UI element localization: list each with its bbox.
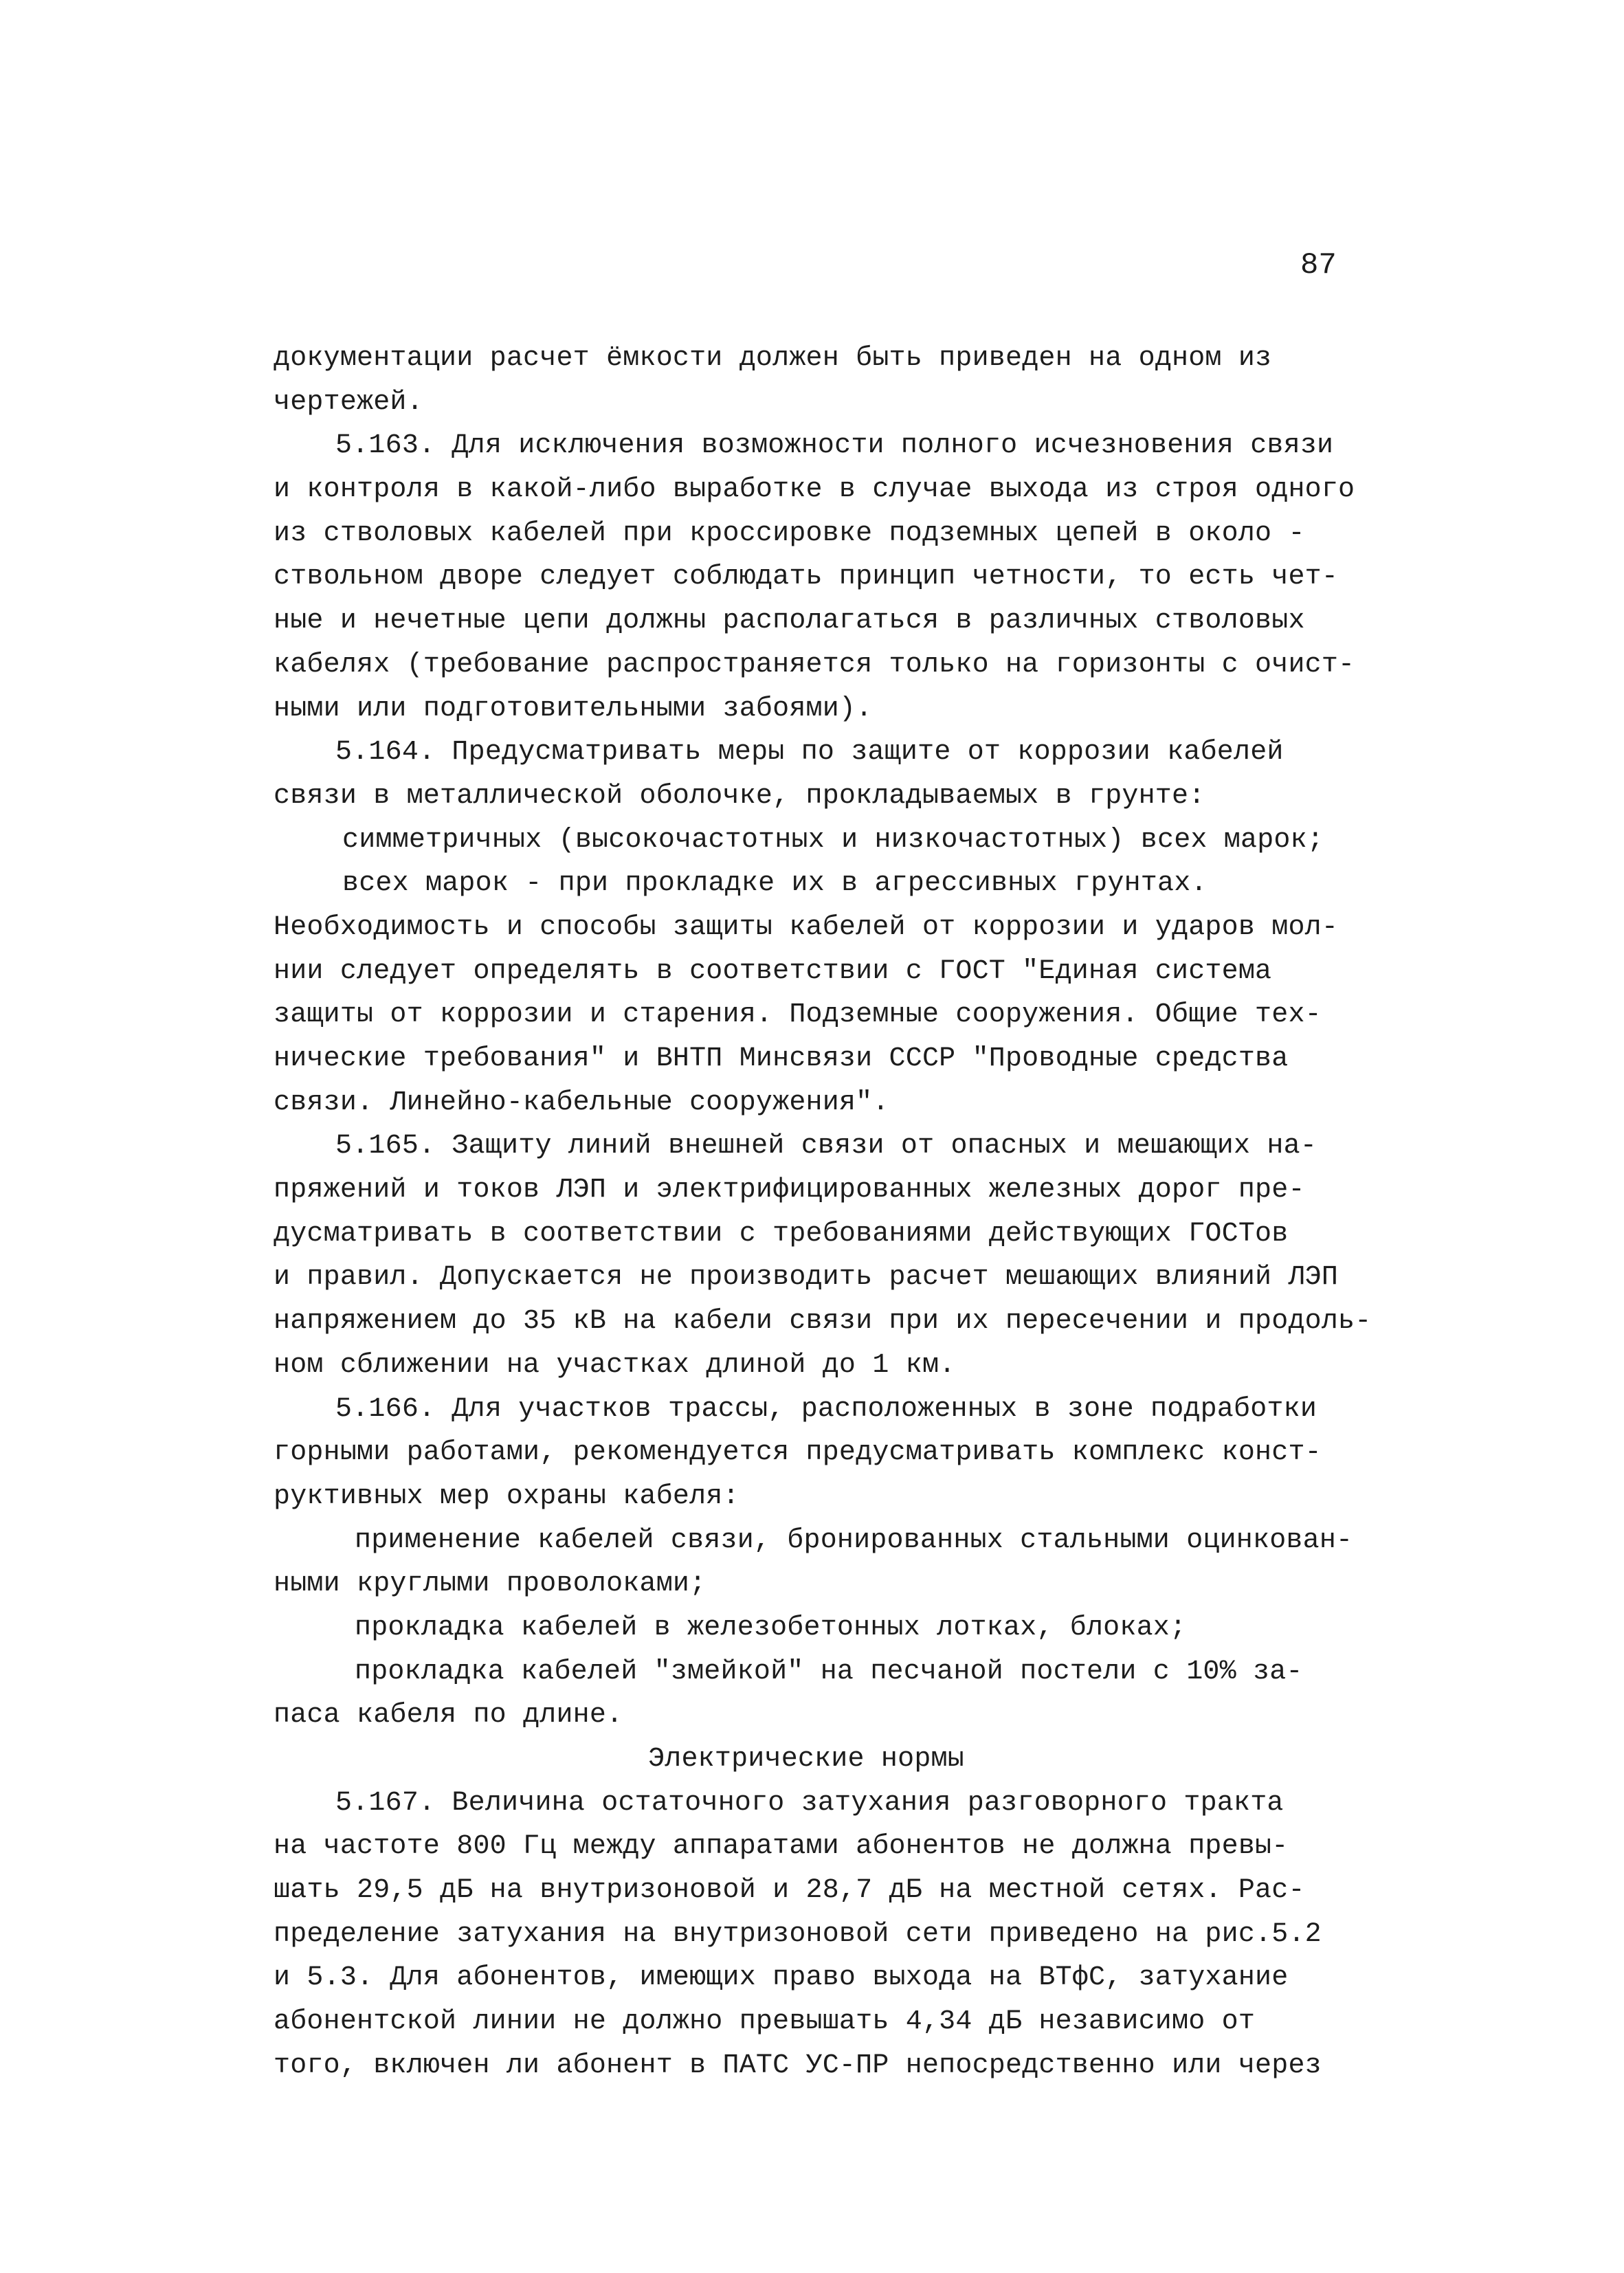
text-line: пряжений и токов ЛЭП и электрифицированных железных дорог пре- [274,1175,1305,1206]
text-line: на частоте 800 Гц между аппаратами абонентов не должна превы- [274,1831,1289,1863]
text-line: ные и нечетные цепи должны располагаться в различных стволовых [274,606,1305,637]
text-line: напряжением до 35 кВ на кабели связи при их пересечении и продоль- [274,1306,1372,1338]
text-line: руктивных мер охраны кабеля: [274,1481,739,1512]
paragraph-5-163-start: 5.163. Для исключения возможности полного исчезновения связи [335,430,1334,462]
text-line: и контроля в какой-либо выработке в случае выхода из строя одного [274,474,1355,506]
list-item: прокладка кабелей в железобетонных лотках, блоках; [355,1612,1187,1643]
text-line: и правил. Допускается не производить расчет мешающих влияний ЛЭП [274,1262,1339,1294]
text-line: шать 29,5 дБ на внутризоновой и 28,7 дБ на местной сетях. Рас- [274,1875,1305,1907]
text-line: абонентской линии не должно превышать 4,34 дБ независимо от [274,2006,1256,2038]
text-line: ном сближении на участках длиной до 1 км. [274,1349,956,1381]
list-item: симметричных (высокочастотных и низкочастотных) всех марок; [342,824,1324,856]
text-line: и 5.3. Для абонентов, имеющих право выхода на ВТфС, затухание [274,1962,1289,1994]
list-item: применение кабелей связи, бронированных стальными оцинкован- [355,1524,1353,1556]
text-line: ными или подготовительными забоями). [274,693,873,724]
text-line: того, включен ли абонент в ПАТС УС-ПР непосредственно или через [274,2050,1322,2081]
page-number: 87 [1300,248,1337,282]
paragraph-5-166-start: 5.166. Для участков трассы, расположенных в зоне подработки [335,1393,1317,1425]
paragraph-5-164-start: 5.164. Предусматривать меры по защите от коррозии кабелей [335,737,1284,768]
text-line: документации расчет ёмкости должен быть приведен на одном из [274,343,1272,374]
paragraph-5-165-start: 5.165. Защиту линий внешней связи от опасных и мешающих на- [335,1131,1317,1162]
text-line: чертежей. [274,386,423,418]
text-line: ными круглыми проволоками; [274,1568,707,1600]
section-heading: Электрические нормы [648,1744,964,1775]
text-line: защиты от коррозии и старения. Подземные сооружения. Общие тех- [274,999,1322,1031]
body-text [274,337,1414,2088]
text-line: ствольном дворе следует соблюдать принцип четности, то есть чет- [274,562,1339,593]
text-line: кабелях (требование распространяется только на горизонты с очист- [274,649,1355,680]
text-line: нические требования" и ВНТП Минсвязи СССР "Проводные средства [274,1043,1289,1074]
text-line: паса кабеля по длине. [274,1700,623,1731]
text-line: пределение затухания на внутризоновой сети приведено на рис.5.2 [274,1918,1322,1950]
text-line: дусматривать в соответствии с требованиями действующих ГОСТов [274,1218,1289,1250]
text-line: связи. Линейно-кабельные сооружения". [274,1087,889,1118]
text-line: связи в металлической оболочке, прокладываемых в грунте: [274,780,1205,812]
text-line: горными работами, рекомендуется предусматривать комплекс конст- [274,1437,1322,1469]
list-item: прокладка кабелей "змейкой" на песчаной постели с 10% за- [355,1656,1303,1687]
text-line: Необходимость и способы защиты кабелей от коррозии и ударов мол- [274,911,1339,943]
text-line: нии следует определять в соответствии с ГОСТ "Единая система [274,955,1272,987]
text-line: из стволовых кабелей при кроссировке подземных цепей в около - [274,518,1305,549]
list-item: всех марок - при прокладке их в агрессивных грунтах. [342,868,1208,900]
paragraph-5-167-start: 5.167. Величина остаточного затухания разговорного тракта [335,1787,1284,1819]
